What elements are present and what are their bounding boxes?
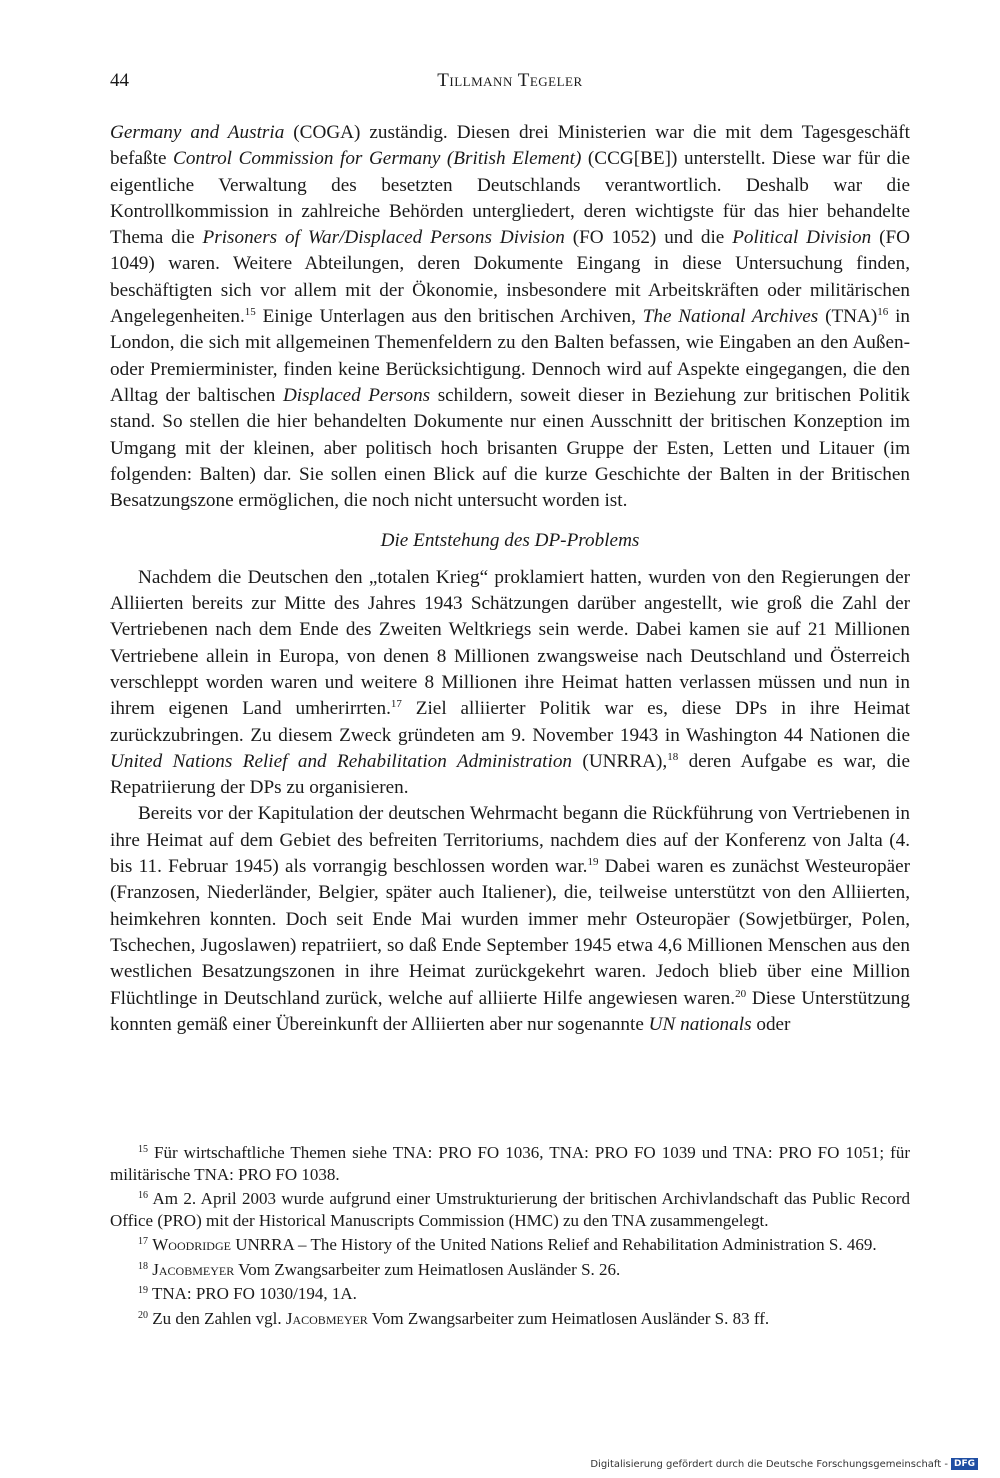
page-number: 44	[110, 70, 129, 91]
digitization-footer	[590, 1458, 978, 1470]
footnote-ref: 17	[390, 698, 402, 711]
footnote-ref: 20	[735, 987, 747, 1000]
footnotes	[110, 1142, 910, 1332]
main-text	[110, 120, 910, 1038]
text-run: (FO 1049) waren. Weitere Abteilungen, deren Dokumente Eingang in diese Untersuchung finden, beschäftigten sich vor allem mit der Ökonomie, insbesondere mit Arbeitskräften oder militärischen Angelegenheiten.	[110, 227, 911, 328]
author-name: Woodridge	[152, 1235, 231, 1254]
text-run: oder	[751, 1013, 791, 1035]
text-run: Bereits vor der Kapitulation der deutschen Wehrmacht begann die Rückführung von Vertriebenen in ihre Heimat auf dem Gebiet des befreiten Territoriums, nachdem dies auf der Konferenz von Jalta (4. bis 11. Februar 1945) als vorrangig beschlossen worden war.	[110, 803, 910, 878]
text-run: schildern, soweit dieser in Beziehung zur britischen Politik stand. So stellen die hier behandelten Dokumente nur einen Ausschnitt der britischen Konzeption im Umgang mit der kleinen, aber politisch hoch brisanten Gruppe der Esten, Letten und Litauer (im folgenden: Balten) dar. Sie sollen einen Blick auf die kurze Geschichte der Balten in der Britischen Besatzungszone ermöglichen, die noch nicht untersucht worden ist.	[110, 384, 910, 512]
paragraph	[110, 120, 910, 514]
text-run: Zu den Zahlen vgl.	[148, 1308, 286, 1328]
italic-text: Displaced Persons	[282, 384, 431, 406]
dfg-logo-icon: DFG	[951, 1458, 978, 1470]
text-run: Einige Unterlagen aus den britischen Archiven,	[255, 306, 643, 328]
text-run: Vom Zwangsarbeiter zum Heimatlosen Ausländer S. 83 ff.	[367, 1308, 770, 1328]
italic-text: Prisoners of War/Displaced Persons Division	[202, 227, 565, 249]
paragraph	[110, 565, 910, 802]
italic-text: UN nationals	[648, 1013, 752, 1035]
footnote-ref: 16	[877, 306, 889, 319]
text-run: (UNRRA),	[572, 750, 668, 772]
footnote	[110, 1308, 910, 1330]
italic-text: Political Division	[732, 227, 872, 249]
running-header-author: Tillmann Tegeler	[437, 70, 583, 91]
text-run: Diese Unterstützung konnten gemäß einer Übereinkunft der Alliierten aber nur sogenannte	[110, 987, 910, 1035]
italic-text: Control Commission for Germany (British Element)	[173, 148, 582, 170]
text-run: TNA: PRO FO 1030/194, 1A.	[148, 1284, 357, 1303]
footnote	[110, 1259, 910, 1281]
text-run: UNRRA – The History of the United Nations Relief and Rehabilitation Administration S. 469.	[230, 1235, 877, 1254]
footnote-ref: 17	[138, 1236, 148, 1247]
text-run: Ziel alliierter Politik war es, diese DPs in ihre Heimat zurückzubringen. Zu diesem Zweck gründeten am 9. November 1943 in Washington 44 Nationen die	[110, 698, 910, 746]
footnote-ref: 15	[138, 1144, 148, 1155]
footnote-ref: 18	[138, 1260, 148, 1272]
text-run: (TNA)	[818, 306, 878, 328]
footnote-ref: 20	[138, 1309, 148, 1321]
text-run: Nachdem die Deutschen den „totalen Krieg“ proklamiert hatten, wurden von den Regierungen der Alliierten bereits zur Mitte des Jahres 1943 Schätzungen darüber angestellt, wie groß die Zahl der Vertriebenen nach dem Ende des Zweiten Weltkriegs sein werde. Dabei kamen sie auf 21 Millionen Vertriebene allein in Europa, von denen 8 Millionen zwangsweise nach Deutschland und Österreich verschleppt worden waren und weitere 8 Millionen ihre Heimat hatten verlassen müssen und nun in ihrem eigenen Land umherirrten.	[110, 566, 910, 720]
section-heading: Die Entstehung des DP-Problems	[380, 530, 640, 552]
footnote	[110, 1234, 910, 1256]
italic-text: United Nations Relief and Rehabilitation Administration	[110, 750, 573, 772]
footnote	[110, 1283, 910, 1305]
text-run: Am 2. April 2003 wurde aufgrund einer Umstrukturierung der britischen Archivlandschaft das Public Record Office (PRO) mit der Historical Manuscripts Commission (HMC) zu den TNA zusammengelegt.	[110, 1189, 910, 1230]
text-run: (CCG[BE]) unterstellt. Diese war für die eigentliche Verwaltung des besetzten Deutschlands verantwortlich. Deshalb war die Kontrollkommission in zahlreiche Behörden untergliedert, deren wichtigste für das hier behandelte Thema die	[110, 148, 910, 249]
footnote	[110, 1188, 910, 1231]
text-run: deren Aufgabe es war, die Repatriierung der DPs zu organisieren.	[110, 750, 911, 799]
text-run: Vom Zwangsarbeiter zum Heimatlosen Ausländer S. 26.	[234, 1259, 621, 1279]
footer-text: Digitalisierung gefördert durch die Deutsche Forschungsgemeinschaft -	[590, 1458, 948, 1470]
text-run: in London, die sich mit allgemeinen Themenfeldern zu den Balten befassen, wie Eingaben an den Außen- oder Premierminister, finden keine Berücksichtigung. Dennoch wird auf Aspekte eingegangen, die den Alltag der baltischen	[110, 306, 910, 406]
text-run: (COGA) zuständig. Diesen drei Ministerien war die mit dem Tagesgeschäft befaßte	[110, 122, 910, 170]
footnote-ref: 19	[587, 856, 599, 869]
text-run: Dabei waren es zunächst Westeuropäer (Franzosen, Niederländer, Belgier, später auch Italiener), die, teilweise unterstützt von den Alliierten, heimkehren konnten. Doch seit Ende Mai wurden immer mehr Osteuropäer (Sowjetbürger, Polen, Tschechen, Jugoslawen) repatriiert, so daß Ende September 1945 etwa 4,6 Millionen Menschen aus den westlichen Besatzungszonen in ihre Heimat zurückgekehrt waren. Jedoch blieb über eine Million Flüchtlinge in Deutschland zurück, welche auf alliierte Hilfe angewiesen waren.	[110, 856, 910, 1009]
paragraph	[110, 801, 910, 1038]
footnote-ref: 15	[244, 306, 256, 319]
text-run: (FO 1052) und die	[564, 227, 733, 249]
text-run: Für wirtschaftliche Themen siehe TNA: PRO FO 1036, TNA: PRO FO 1039 und TNA: PRO FO 1051; für militärische TNA: PRO FO 1038.	[110, 1143, 910, 1184]
footnote	[110, 1142, 910, 1185]
italic-text: Germany and Austria	[110, 122, 285, 143]
footnote-ref: 16	[138, 1190, 148, 1201]
running-header	[110, 70, 910, 100]
author-name: Jacobmeyer	[152, 1259, 235, 1279]
footnote-ref: 18	[667, 750, 679, 763]
italic-text: The National Archives	[642, 306, 819, 328]
author-name: Jacobmeyer	[285, 1308, 368, 1328]
footnote-ref: 19	[138, 1285, 148, 1296]
